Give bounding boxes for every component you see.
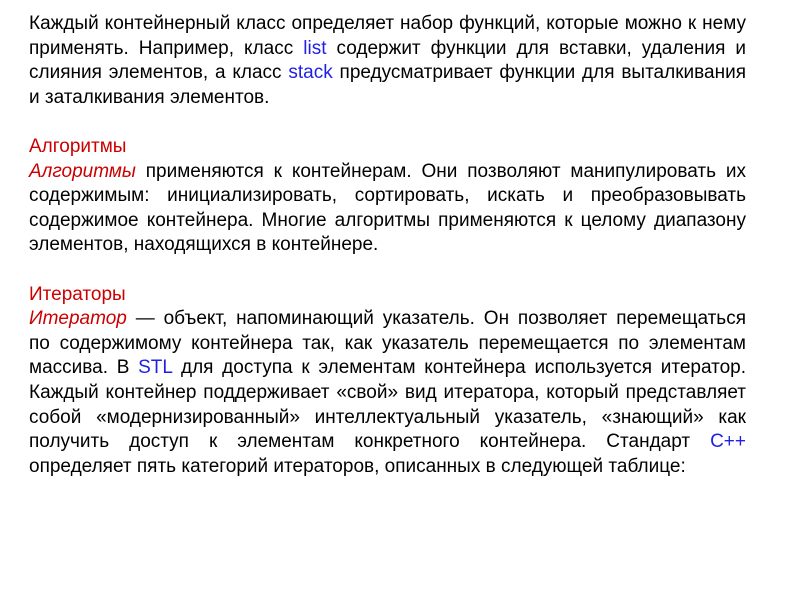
spacer [29,110,746,135]
iterators-paragraph [29,307,746,479]
intro-text-2: содержит функции для вставки, удаления и слияния элементов, а класс [29,37,746,84]
algorithms-heading: Алгоритмы [29,135,127,157]
iterator-term: Итератор [29,308,127,330]
keyword-stl: STL [138,357,173,379]
iterators-text-2: для доступа к элементам контейнера используется итератор. Каждый контейнер поддерживает «свой» вид итератора, который представляет собой «модернизированный» интеллектуальный указатель, «знающий» как получить доступ к элементам конкретного контейнера. Стандарт [29,357,746,453]
algorithms-term: Алгоритмы [29,160,136,182]
spacer [29,258,746,283]
algorithms-paragraph [29,160,746,258]
intro-text-1: Каждый контейнерный класс определяет набор функций, которые можно к нему применять. Например, класс [29,13,746,59]
intro-text-3: предусматривает функции для выталкивания и заталкивания элементов. [29,62,746,108]
keyword-cpp: C++ [710,431,746,453]
iterators-heading: Итераторы [29,283,126,305]
slide-content [29,12,746,479]
intro-paragraph [29,12,746,110]
iterators-text-1: — объект, напоминающий указатель. Он позволяет перемещаться по содержимому контейнера так, как указатель перемещается по элементам массива. В [29,308,746,379]
keyword-list: list [303,37,327,59]
keyword-stack: stack [288,62,333,84]
iterators-text-3: определяет пять категорий итераторов, описанных в следующей таблице: [29,455,686,477]
algorithms-text: применяются к контейнерам. Они позволяют манипулировать их содержимым: инициализировать, сортировать, искать и преобразовывать содержимое контейнера. Многие алгоритмы применяются к целому диапазону элементов, находящихся в контейнере. [29,160,746,256]
